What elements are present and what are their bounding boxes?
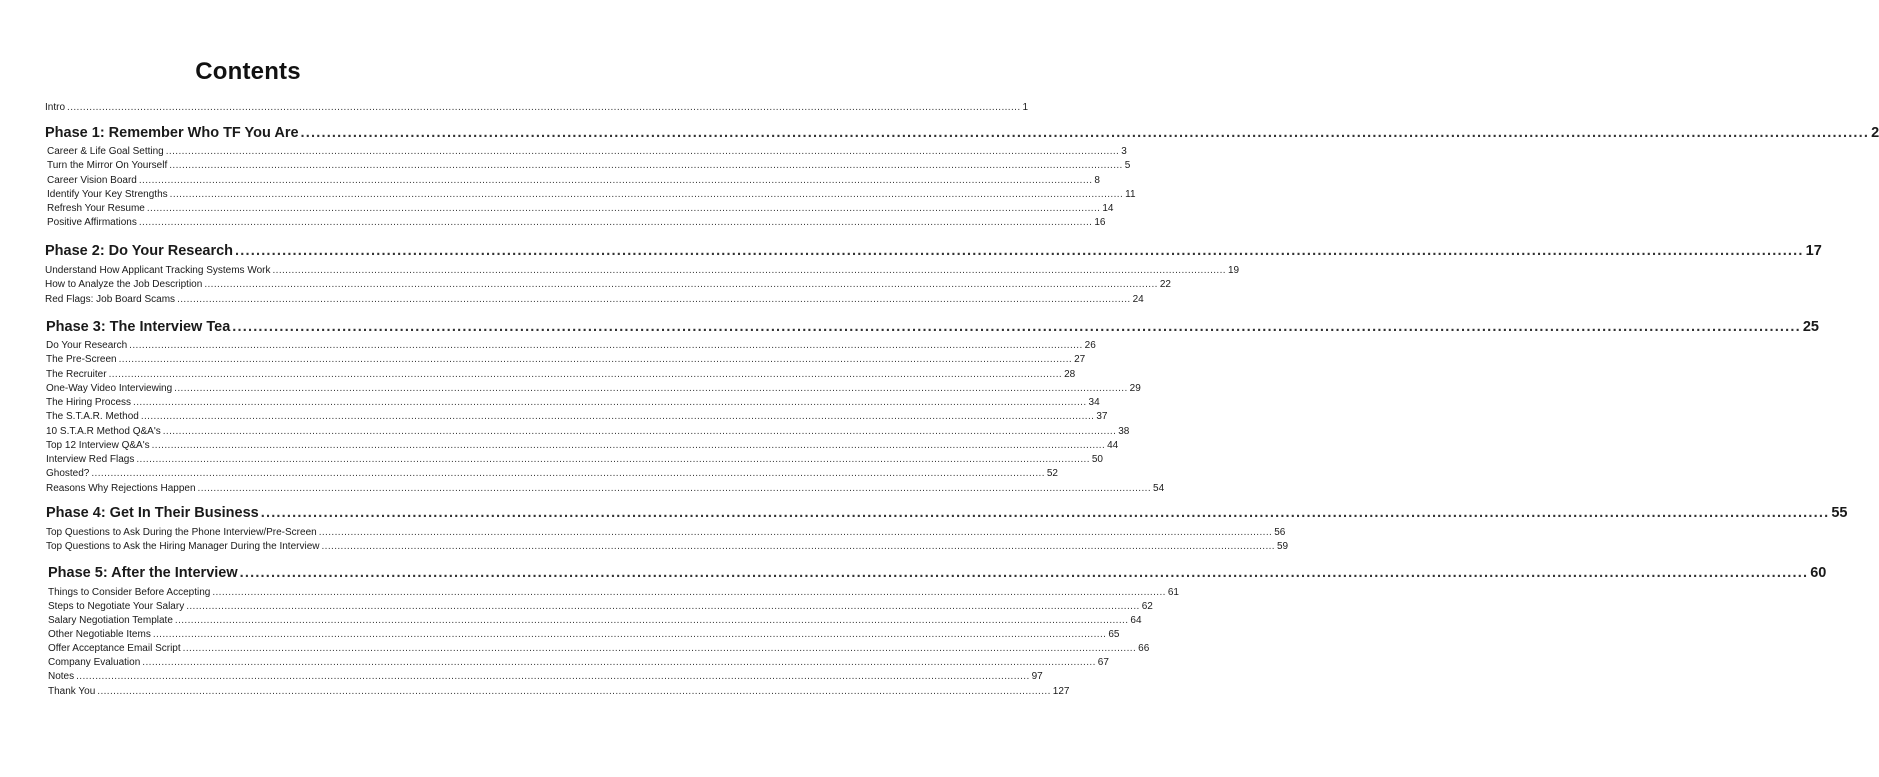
phase-title: Phase 4: Get In Their Business (46, 505, 259, 521)
dot-leader: ............................................................................................................................................................................................................................................................................................................ (169, 160, 1123, 171)
toc-entry-label: One-Way Video Interviewing (46, 383, 173, 394)
phase-page: 55 (1831, 505, 1848, 521)
toc-entry-page: 65 (1108, 629, 1120, 640)
phase-page: 60 (1810, 565, 1827, 581)
dot-leader: ............................................................................................................................................................................................................................................................................................................ (169, 189, 1124, 200)
phase-title: Phase 3: The Interview Tea (46, 319, 231, 335)
dot-leader: ............................................................................................................................................................................................................................................................................................................ (108, 369, 1063, 380)
toc-entry-page: 59 (1276, 541, 1289, 552)
dot-leader: ............................................................................................................................................................................................................................................................................................................ (129, 340, 1083, 351)
toc-entry-label: Career & Life Goal Setting (47, 146, 164, 157)
toc-entry[interactable] (45, 294, 1144, 308)
toc-entry-label: The Pre-Screen (46, 354, 117, 365)
toc-entry-label: Interview Red Flags (46, 454, 135, 465)
toc-entry[interactable] (46, 369, 1076, 383)
toc-entry[interactable] (48, 671, 1043, 685)
dot-leader: ............................................................................................................................................................................................................................................................................................................ (151, 440, 1106, 451)
dot-leader: ............................................................................................................................................................................................................................................................................................................ (67, 102, 1021, 113)
toc-entry-label: Do Your Research (46, 340, 128, 351)
toc-entry-label: Positive Affirmations (47, 217, 137, 228)
toc-entry-page: 27 (1074, 354, 1086, 365)
toc-entry[interactable] (46, 397, 1100, 411)
toc-entry[interactable] (47, 217, 1106, 231)
toc-entry-page: 24 (1132, 294, 1144, 305)
toc-entry-page: 26 (1084, 340, 1096, 351)
toc-entry-label: How to Analyze the Job Description (45, 279, 203, 290)
dot-leader: ............................................................................................................................................................................................................................................................................................................ (138, 217, 1093, 228)
phase-page: 25 (1802, 319, 1819, 335)
toc-entry-label: Offer Acceptance Email Script (48, 643, 181, 654)
dot-leader: ............................................................................................................................................................................................................................................................................................................ (232, 319, 1801, 335)
toc-entry-page: 50 (1091, 454, 1103, 465)
toc-entry[interactable] (48, 686, 1070, 700)
toc-entry[interactable] (47, 203, 1114, 217)
toc-entry-label: 10 S.T.A.R Method Q&A's (46, 426, 161, 437)
toc-entry-page: 127 (1052, 686, 1070, 697)
toc-entry[interactable] (46, 468, 1058, 482)
toc-entry[interactable] (48, 643, 1150, 657)
toc-entry-label: The Recruiter (46, 369, 107, 380)
toc-entry[interactable] (46, 527, 1286, 541)
toc-entry[interactable] (48, 601, 1153, 615)
toc-entry-page: 29 (1129, 383, 1141, 394)
toc-entry-page: 16 (1094, 217, 1106, 228)
dot-leader: ............................................................................................................................................................................................................................................................................................................ (204, 279, 1158, 290)
dot-leader: ............................................................................................................................................................................................................................................................................................................ (162, 426, 1117, 437)
toc-entry-label: Refresh Your Resume (47, 203, 145, 214)
dot-leader: ............................................................................................................................................................................................................................................................................................................ (140, 411, 1095, 422)
toc-entry[interactable] (47, 146, 1127, 160)
phase-heading-4[interactable] (46, 505, 1848, 525)
toc-entry-label: Understand How Applicant Tracking Systems Work (45, 265, 271, 276)
toc-entry[interactable] (47, 175, 1100, 189)
dot-leader: ............................................................................................................................................................................................................................................................................................................ (97, 686, 1051, 697)
toc-entry-page: 56 (1274, 527, 1286, 538)
dot-leader: ............................................................................................................................................................................................................................................................................................................ (91, 468, 1045, 479)
dot-leader: ............................................................................................................................................................................................................................................................................................................ (260, 505, 1830, 521)
toc-entry[interactable] (47, 189, 1136, 203)
toc-entry-page: 54 (1153, 483, 1165, 494)
phase-heading-5[interactable] (48, 565, 1827, 585)
dot-leader: ............................................................................................................................................................................................................................................................................................................ (186, 601, 1140, 612)
toc-entry-page: 62 (1141, 601, 1153, 612)
dot-leader: ............................................................................................................................................................................................................................................................................................................ (174, 615, 1129, 626)
toc-entry-page: 97 (1031, 671, 1043, 682)
phase-title: Phase 2: Do Your Research (45, 243, 234, 259)
dot-leader: ............................................................................................................................................................................................................................................................................................................ (165, 146, 1120, 157)
toc-entry-page: 3 (1121, 146, 1127, 157)
toc-entry[interactable] (46, 541, 1289, 555)
toc-entry-label: Top Questions to Ask the Hiring Manager During the Interview (46, 541, 320, 552)
toc-entry[interactable] (46, 426, 1130, 440)
toc-entry-page: 19 (1227, 265, 1240, 276)
toc-entry-label: Ghosted? (46, 468, 90, 479)
toc-entry-page: 38 (1118, 426, 1130, 437)
toc-entry-label: Top Questions to Ask During the Phone Interview/Pre-Screen (46, 527, 317, 538)
dot-leader: ............................................................................................................................................................................................................................................................................................................ (272, 265, 1226, 276)
toc-entry-label: Intro (45, 102, 66, 113)
dot-leader: ............................................................................................................................................................................................................................................................................................................ (152, 629, 1107, 640)
dot-leader: ............................................................................................................................................................................................................................................................................................................ (300, 125, 1870, 141)
dot-leader: ............................................................................................................................................................................................................................................................................................................ (318, 527, 1273, 538)
toc-entry-page: 14 (1102, 203, 1114, 214)
toc-entry-page: 34 (1088, 397, 1100, 408)
dot-leader: ............................................................................................................................................................................................................................................................................................................ (136, 454, 1090, 465)
toc-entry[interactable] (46, 483, 1165, 497)
toc-entry[interactable] (48, 629, 1120, 643)
dot-leader: ............................................................................................................................................................................................................................................................................................................ (321, 541, 1275, 552)
toc-entry-label: Company Evaluation (48, 657, 141, 668)
toc-entry[interactable] (47, 160, 1131, 174)
dot-leader: ............................................................................................................................................................................................................................................................................................................ (76, 671, 1030, 682)
phase-page: 2 (1871, 125, 1879, 141)
toc-entry[interactable] (46, 340, 1096, 354)
toc-entry[interactable] (46, 354, 1086, 368)
toc-entry-label: Thank You (48, 686, 96, 697)
phase-title: Phase 5: After the Interview (48, 565, 238, 581)
toc-entry-page: 1 (1022, 102, 1029, 113)
toc-entry-label: The S.T.A.R. Method (46, 411, 139, 422)
toc-entry-page: 11 (1125, 189, 1136, 200)
toc-entry[interactable] (48, 587, 1179, 601)
phase-page: 17 (1805, 243, 1822, 259)
dot-leader: ............................................................................................................................................................................................................................................................................................................ (239, 565, 1809, 581)
toc-entry-label: Turn the Mirror On Yourself (47, 160, 168, 171)
toc-entry-page: 44 (1107, 440, 1119, 451)
toc-entry[interactable] (45, 279, 1171, 293)
dot-leader: ............................................................................................................................................................................................................................................................................................................ (118, 354, 1073, 365)
toc-entry-label: Reasons Why Rejections Happen (46, 483, 196, 494)
dot-leader: ............................................................................................................................................................................................................................................................................................................ (182, 643, 1137, 654)
dot-leader: ............................................................................................................................................................................................................................................................................................................ (174, 383, 1128, 394)
toc-entry-page: 64 (1130, 615, 1142, 626)
toc-entry-label: Steps to Negotiate Your Salary (48, 601, 185, 612)
dot-leader: ............................................................................................................................................................................................................................................................................................................ (146, 203, 1101, 214)
toc-entry[interactable] (46, 454, 1103, 468)
toc-entry-label: Other Negotiable Items (48, 629, 151, 640)
toc-entry[interactable] (46, 411, 1108, 425)
toc-entry-page: 28 (1064, 369, 1076, 380)
toc-entry[interactable] (48, 615, 1142, 629)
toc-entry-label: Salary Negotiation Template (48, 615, 173, 626)
dot-leader: ............................................................................................................................................................................................................................................................................................................ (138, 175, 1093, 186)
toc-entry-page: 22 (1159, 279, 1171, 290)
phase-heading-3[interactable] (46, 319, 1819, 339)
page-title: Contents (195, 58, 301, 85)
dot-leader: ............................................................................................................................................................................................................................................................................................................ (197, 483, 1152, 494)
toc-entry-page: 37 (1096, 411, 1108, 422)
toc-entry-page: 52 (1046, 468, 1058, 479)
dot-leader: ............................................................................................................................................................................................................................................................................................................ (212, 587, 1166, 598)
toc-entry-page: 67 (1097, 657, 1109, 668)
toc-entry[interactable] (48, 657, 1109, 671)
toc-entry-label: Things to Consider Before Accepting (48, 587, 211, 598)
toc-entry-label: Red Flags: Job Board Scams (45, 294, 176, 305)
dot-leader: ............................................................................................................................................................................................................................................................................................................ (235, 243, 1804, 259)
toc-entry-page: 61 (1167, 587, 1179, 598)
toc-entry-page: 66 (1138, 643, 1150, 654)
toc-entry-label: The Hiring Process (46, 397, 132, 408)
dot-leader: ............................................................................................................................................................................................................................................................................................................ (142, 657, 1096, 668)
toc-entry-page: 8 (1094, 175, 1100, 186)
toc-entry-label: Career Vision Board (47, 175, 137, 186)
toc-entry-label: Top 12 Interview Q&A's (46, 440, 150, 451)
phase-title: Phase 1: Remember Who TF You Are (45, 125, 299, 141)
toc-entry-intro[interactable] (45, 102, 1029, 116)
toc-entry-label: Identify Your Key Strengths (47, 189, 168, 200)
dot-leader: ............................................................................................................................................................................................................................................................................................................ (133, 397, 1087, 408)
toc-entry[interactable] (45, 265, 1240, 279)
toc-entry-page: 5 (1124, 160, 1131, 171)
toc-entry[interactable] (46, 383, 1141, 397)
toc-entry[interactable] (46, 440, 1119, 454)
toc-entry-label: Notes (48, 671, 75, 682)
phase-heading-2[interactable] (45, 243, 1822, 263)
dot-leader: ............................................................................................................................................................................................................................................................................................................ (177, 294, 1131, 305)
phase-heading-1[interactable] (45, 125, 1879, 145)
